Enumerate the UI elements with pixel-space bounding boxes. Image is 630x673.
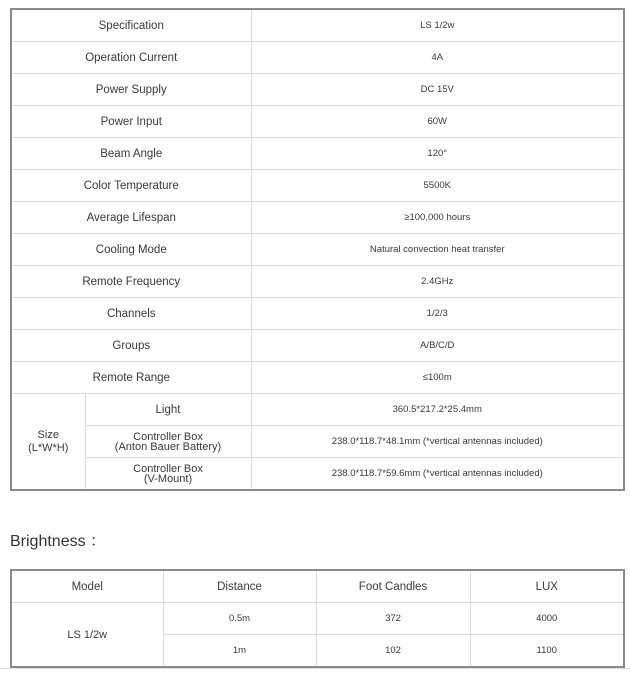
foot-candles-cell: 102 (316, 635, 470, 668)
brightness-header-row (11, 570, 624, 603)
spec-value: ≥100,000 hours (251, 202, 624, 234)
brightness-table (10, 569, 625, 668)
specification-table (10, 8, 625, 491)
brightness-heading: Brightness ： (10, 533, 107, 550)
size-label-line2: (L*W*H) (28, 441, 69, 454)
spec-row-remote-range (11, 362, 624, 394)
model-cell: LS 1/2w (11, 603, 163, 668)
spec-row-channels (11, 298, 624, 330)
spec-label: Groups (11, 330, 251, 362)
spec-label: Power Input (11, 106, 251, 138)
spec-row-beam-angle (11, 138, 624, 170)
spec-row-average-lifespan (11, 202, 624, 234)
spec-label: Remote Frequency (11, 266, 251, 298)
size-item-value: 360.5*217.2*25.4mm (251, 394, 624, 426)
spec-value: 4A (251, 42, 624, 74)
size-label (11, 394, 85, 491)
spec-row-size-light (11, 394, 624, 426)
lux-cell: 1100 (470, 635, 624, 668)
size-item-label-line1: Controller Box (133, 462, 203, 475)
distance-cell: 1m (163, 635, 316, 668)
size-item-label-line2: (Anton Bauer Battery) (114, 440, 222, 453)
spec-value: ≤100m (251, 362, 624, 394)
spec-label: Remote Range (11, 362, 251, 394)
spec-value: 120° (251, 138, 624, 170)
size-item-label-line2: (V-Mount) (143, 472, 193, 485)
spec-row-size-controller-anton (11, 426, 624, 458)
distance-cell: 0.5m (163, 603, 316, 635)
spec-row-operation-current (11, 42, 624, 74)
spec-value: LS 1/2w (251, 9, 624, 42)
table-row (11, 603, 624, 635)
size-label-line1: Size (37, 428, 59, 441)
size-item-value: 238.0*118.7*48.1mm (*vertical antennas included) (251, 426, 624, 458)
size-item-label (85, 426, 251, 458)
spec-row-specification (11, 9, 624, 42)
lux-cell: 4000 (470, 603, 624, 635)
column-header-model: Model (11, 570, 163, 603)
spec-label: Specification (11, 9, 251, 42)
foot-candles-cell: 372 (316, 603, 470, 635)
spec-label: Average Lifespan (11, 202, 251, 234)
size-item-label (85, 458, 251, 491)
spec-value: DC 15V (251, 74, 624, 106)
spec-label: Operation Current (11, 42, 251, 74)
spec-value: 60W (251, 106, 624, 138)
size-item-label: Light (85, 394, 251, 426)
spec-row-groups (11, 330, 624, 362)
spec-value: Natural convection heat transfer (251, 234, 624, 266)
spec-value: 2.4GHz (251, 266, 624, 298)
spec-row-cooling-mode (11, 234, 624, 266)
spec-row-size-controller-vmount (11, 458, 624, 491)
column-header-distance: Distance (163, 570, 316, 603)
spec-label: Power Supply (11, 74, 251, 106)
spec-label: Channels (11, 298, 251, 330)
size-item-value: 238.0*118.7*59.6mm (*vertical antennas included) (251, 458, 624, 491)
spec-label: Beam Angle (11, 138, 251, 170)
spec-row-power-supply (11, 74, 624, 106)
bottom-divider (0, 668, 630, 669)
spec-value: A/B/C/D (251, 330, 624, 362)
spec-row-power-input (11, 106, 624, 138)
size-item-label-line1: Controller Box (133, 430, 203, 443)
column-header-foot-candles: Foot Candles (316, 570, 470, 603)
column-header-lux: LUX (470, 570, 624, 603)
spec-label: Color Temperature (11, 170, 251, 202)
spec-value: 1/2/3 (251, 298, 624, 330)
spec-label: Cooling Mode (11, 234, 251, 266)
spec-row-remote-frequency (11, 266, 624, 298)
spec-row-color-temperature (11, 170, 624, 202)
spec-value: 5500K (251, 170, 624, 202)
